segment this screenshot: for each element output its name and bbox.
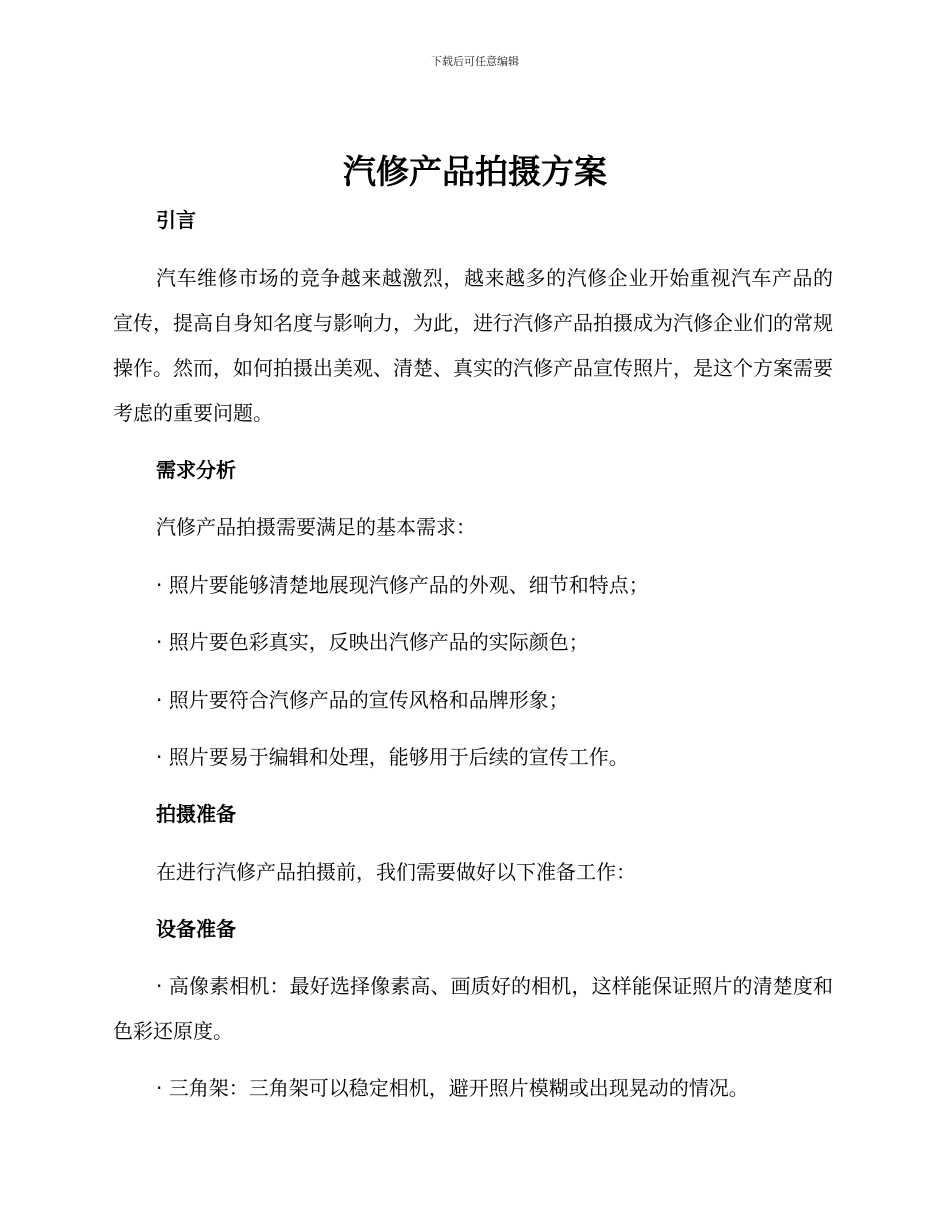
needs-bullet-item: · 照片要能够清楚地展现汽修产品的外观、细节和特点； <box>156 573 649 597</box>
equipment-bullet-item: · 高像素相机：最好选择像素高、画质好的相机，这样能保证照片的清楚度和色彩还原度。 <box>113 974 833 1043</box>
intro-paragraph: 汽车维修市场的竞争越来越激烈，越来越多的汽修企业开始重视汽车产品的宣传，提高自身知名度与影响力，为此，进行汽修产品拍摄成为汽修企业们的常规操作。然而，如何拍摄出美观、清楚、真实的汽修产品宣传照片，是这个方案需要考虑的重要问题。 <box>113 266 833 425</box>
equipment-bullet-item: · 三角架：三角架可以稳定相机，避开照片模糊或出现晃动的情况。 <box>156 1076 749 1100</box>
prep-lead-paragraph: 在进行汽修产品拍摄前，我们需要做好以下准备工作： <box>156 860 636 884</box>
needs-bullet-item: · 照片要符合汽修产品的宣传风格和品牌形象； <box>156 688 569 712</box>
needs-bullet-item: · 照片要色彩真实，反映出汽修产品的实际颜色； <box>156 630 589 654</box>
page-header-note: 下载后可任意编辑 <box>431 55 519 68</box>
needs-lead-paragraph: 汽修产品拍摄需要满足的基本需求： <box>156 515 476 539</box>
document-title: 汽修产品拍摄方案 <box>343 152 607 191</box>
section-heading-intro: 引言 <box>156 208 196 232</box>
section-heading-needs: 需求分析 <box>156 458 236 482</box>
section-heading-equipment: 设备准备 <box>156 917 236 941</box>
section-heading-prep: 拍摄准备 <box>156 802 236 826</box>
needs-bullet-item: · 照片要易于编辑和处理，能够用于后续的宣传工作。 <box>156 745 629 769</box>
